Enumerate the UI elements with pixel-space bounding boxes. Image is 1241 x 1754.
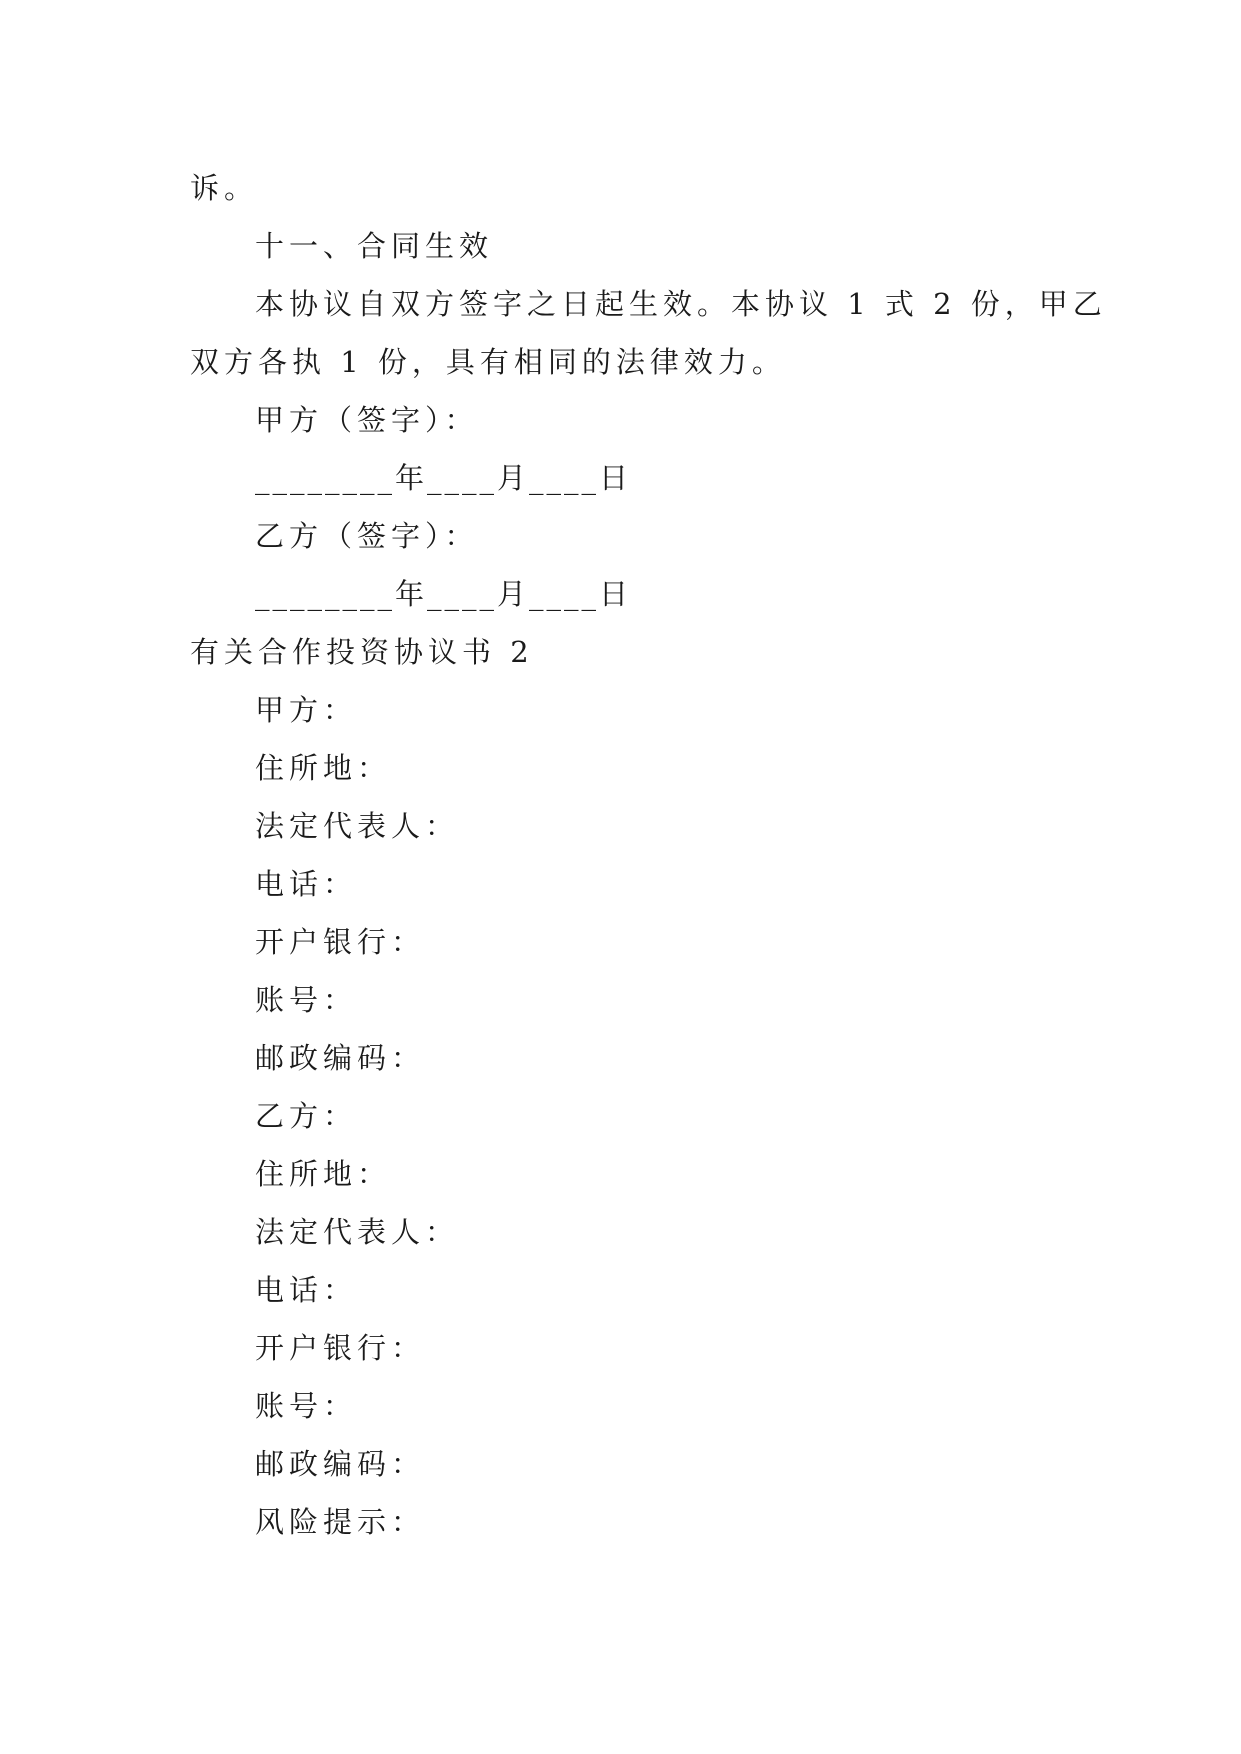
party-a-postcode-label: 邮政编码： [255,1041,426,1075]
party-a-date-line: ________年____月____日 [255,461,632,495]
party-b-account-label: 账号： [255,1389,358,1423]
party-a-account-label: 账号： [255,983,358,1017]
section-heading: 十一、合同生效 [255,229,494,263]
party-b-address-label: 住所地： [255,1157,392,1191]
party-a-label: 甲方： [255,693,358,727]
party-b-date-line: ________年____月____日 [255,577,632,611]
party-b-legal-rep-label: 法定代表人： [255,1215,460,1249]
party-a-phone-label: 电话： [255,867,358,901]
party-b-bank-label: 开户银行： [255,1331,426,1365]
party-b-postcode-label: 邮政编码： [255,1447,426,1481]
agreement-title-2: 有关合作投资协议书 2 [190,635,534,669]
party-a-legal-rep-label: 法定代表人： [255,809,460,843]
party-b-signature-label: 乙方（签字）： [255,519,479,553]
continuation-text: 诉。 [190,171,259,205]
party-b-phone-label: 电话： [255,1273,358,1307]
party-a-bank-label: 开户银行： [255,925,426,959]
party-a-address-label: 住所地： [255,751,392,785]
risk-notice-label: 风险提示： [255,1505,426,1539]
party-b-label: 乙方： [255,1099,358,1133]
party-a-signature-label: 甲方（签字）： [255,403,479,437]
effect-clause-line-2: 双方各执 1 份，具有相同的法律效力。 [190,345,786,379]
effect-clause-line-1: 本协议自双方签字之日起生效。本协议 1 式 2 份，甲乙 [255,287,1107,321]
